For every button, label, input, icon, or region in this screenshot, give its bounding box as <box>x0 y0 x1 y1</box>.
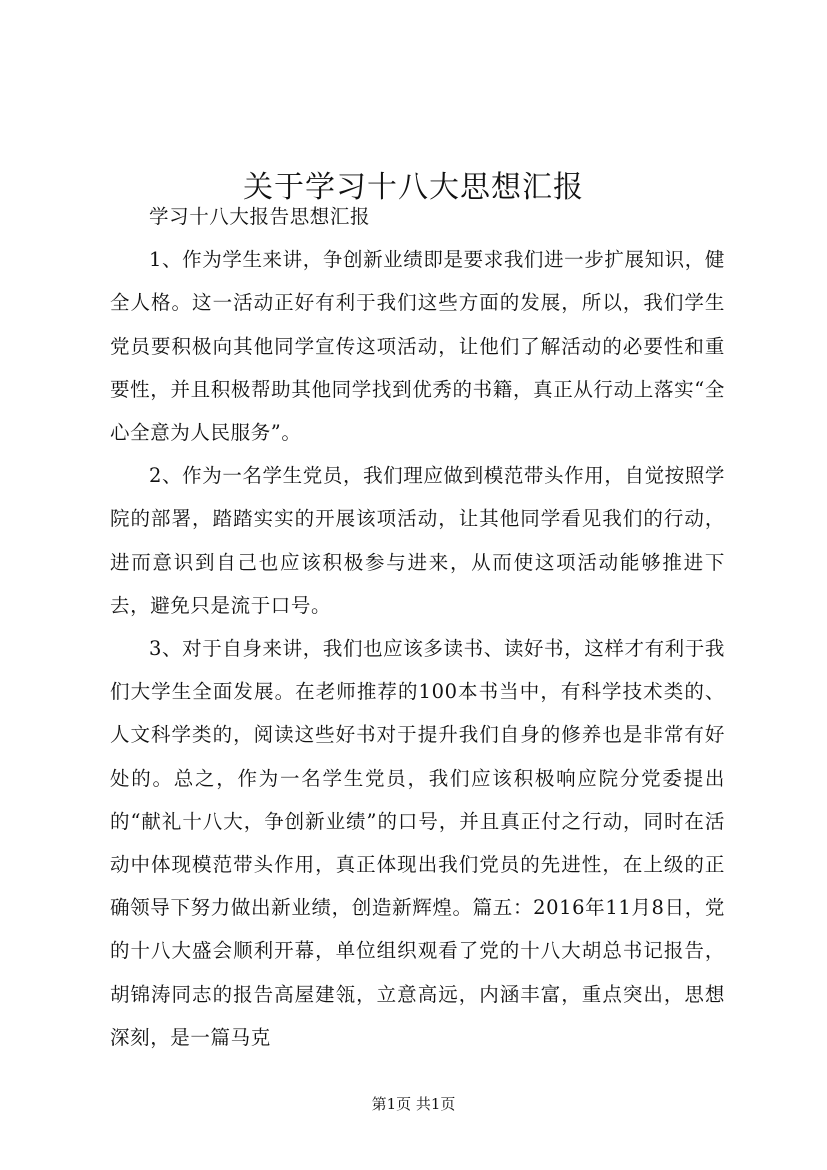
page-footer: 第1页 共1页 <box>371 1095 456 1113</box>
document-body <box>110 195 725 1059</box>
body-paragraph-1: 1、作为学生来讲，争创新业绩即是要求我们进一步扩展知识，健全人格。这一活动正好有利于我们这些方面的发展，所以，我们学生党员要积极向其他同学宣传这项活动，让他们了解活动的必要性和重要性，并且积极帮助其他同学找到优秀的书籍，真正从行动上落实“全心全意为人民服务”。 <box>110 248 725 445</box>
body-paragraph-2: 2、作为一名学生党员，我们理应做到模范带头作用，自觉按照学院的部署，踏踏实实的开展该项活动，让其他同学看见我们的行动，进而意识到自己也应该积极参与进来，从而使这项活动能够推进下去，避免只是流于口号。 <box>110 464 725 617</box>
document-title: 关于学习十八大思想汇报 <box>243 170 584 206</box>
subtitle-paragraph: 学习十八大报告思想汇报 <box>149 205 371 228</box>
body-paragraph-3: 3、对于自身来讲，我们也应该多读书、读好书，这样才有利于我们大学生全面发展。在老师推荐的100本书当中，有科学技术类的、人文科学类的，阅读这些好书对于提升我们自身的修养也是非常有好处的。总之，作为一名学生党员，我们应该积极响应院分党委提出的“献礼十八大，争创新业绩”的口号，并且真正付之行动，同时在活动中体现模范带头作用，真正体现出我们党员的先进性，在上级的正确领导下努力做出新业绩，创造新辉煌。篇五：2016年11月8日，党的十八大盛会顺利开幕，单位组织观看了党的十八大胡总书记报告，胡锦涛同志的报告高屋建瓴，立意高远，内涵丰富，重点突出，思想深刻，是一篇马克 <box>110 637 725 1049</box>
